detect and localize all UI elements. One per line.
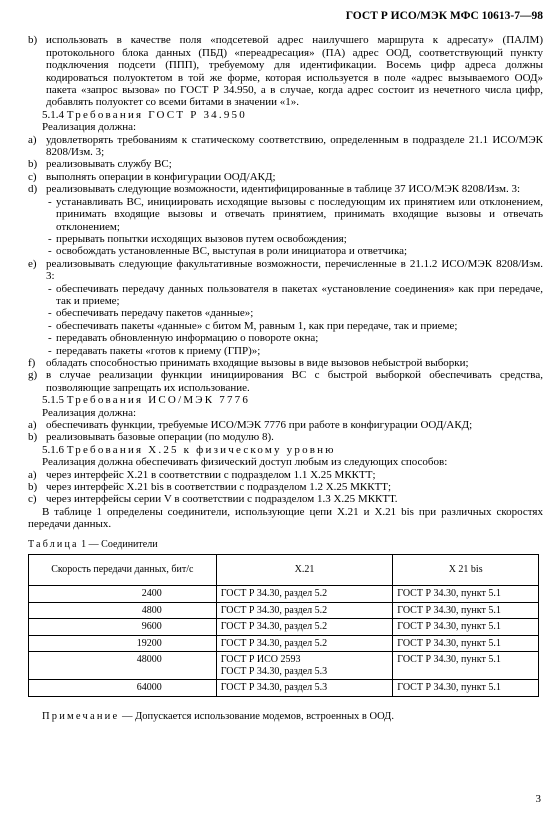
item-label: b)	[28, 158, 38, 171]
dash-marker: -	[48, 232, 52, 245]
table-note: Примечание — Допускается использование модемов, встроенных в ООД.	[42, 710, 394, 722]
table-row	[29, 635, 539, 652]
section-5-1-6	[28, 444, 543, 531]
table-cell: ГОСТ Р ИСО 2593 ГОСТ Р 34.30, раздел 5.3	[216, 652, 393, 680]
section-intro: Реализация должна обеспечивать физический доступ любым из следующих способов:	[42, 456, 448, 469]
list-item	[28, 134, 543, 159]
list	[28, 469, 543, 506]
item-text: реализовывать базовые операции (по модулю 8).	[46, 431, 274, 444]
column-header: X.21	[216, 555, 393, 586]
list-item	[28, 469, 543, 481]
dash-marker: -	[48, 245, 52, 258]
sub-item	[28, 332, 543, 344]
table-cell: 64000	[29, 680, 217, 697]
table-cell: ГОСТ Р 34.30, пункт 5.1	[393, 586, 539, 603]
item-label: a)	[28, 468, 37, 481]
table-cell: ГОСТ Р 34.30, раздел 5.2	[216, 619, 393, 636]
sub-item	[28, 233, 543, 245]
table-row	[29, 652, 539, 680]
column-header: Скорость передачи данных, бит/с	[29, 555, 217, 586]
section-5-1-4	[28, 109, 543, 394]
item-label: f)	[28, 356, 36, 369]
table-body	[29, 586, 539, 697]
list-item	[28, 431, 543, 443]
list-item	[28, 357, 543, 369]
item-text: в случае реализации функции инициирования ВС с быстрой выборкой обеспечивать средства, позволяющие запрещать их использование.	[46, 369, 543, 394]
item-text: выполнять операции в конфигурации ООД/АКД;	[46, 170, 276, 183]
item-label: b)	[28, 431, 38, 444]
item-text: через интерфейс X.21 bis в соответствии с подразделом 1.2 X.25 МККТТ;	[46, 481, 392, 494]
sub-item-text: передавать обновленную информацию о повороте окна;	[56, 332, 319, 345]
table-cell: 48000	[29, 652, 217, 680]
items-top	[28, 34, 543, 108]
item-text: обеспечивать функции, требуемые ИСО/МЭК 7776 при работе в конфигурации ООД/АКД;	[46, 419, 473, 431]
table-cell: 9600	[29, 619, 217, 636]
item-label: b)	[28, 481, 38, 494]
table-row	[29, 680, 539, 697]
section-5-1-5	[28, 394, 543, 444]
connectors-table	[28, 554, 539, 697]
dash-marker: -	[48, 344, 52, 357]
page-number: 3	[535, 793, 541, 805]
table-cell: ГОСТ Р 34.30, пункт 5.1	[393, 619, 539, 636]
table-cell: ГОСТ Р 34.30, раздел 5.2	[216, 602, 393, 619]
list	[28, 357, 543, 394]
sub-item	[28, 196, 543, 233]
section-intro: Реализация должна:	[42, 121, 137, 134]
sub-item	[28, 345, 543, 357]
sub-item-text: освобождать установленные ВС, выступая в роли инициатора и ответчика;	[56, 245, 408, 258]
item-text: использовать в качестве поля «подсетевой адрес наилучшего маршрута к адресату» (ПАЛМ) протокольного блока данных (ПБД) «переадресация» (ПА) адрес ООД, соответствующий пункту подключения подсети (ППП), требуемому для идентификации. Восемь цифр адреса должны кодироваться полуоктетом в той же форме, которая используется в поле «адрес вызываемого ООД» пакета «запрос вызова» по ГОСТ Р 34.950, а в случае, когда адрес состоит из нечетного числа цифр, добавлять полуоктет со всеми битами в значении «1».	[46, 34, 543, 109]
sub-item-text: обеспечивать пакеты «данные» с битом М, равным 1, как при передаче, так и приеме;	[56, 319, 458, 332]
sub-item-text: обеспечивать передачу пакетов «данные»;	[56, 307, 254, 320]
sub-item-text: устанавливать ВС, инициировать исходящие вызовы с последующим их принятием или отклонением, принимать входящие вызовы и отвечать принятием, принимать входящие вызовы и отвечать отклонением;	[56, 195, 543, 233]
table-row	[29, 586, 539, 603]
list-item	[28, 158, 543, 170]
section-heading: 5.1.6 Требования X.25 к физическому уровню	[42, 443, 336, 456]
list-item	[28, 493, 543, 505]
item-label: g)	[28, 369, 38, 382]
item-text: через интерфейс X.21 в соответствии с подразделом 1.1 X.25 МККТТ;	[46, 468, 376, 481]
item-label: b)	[28, 34, 38, 47]
table-cell: 2400	[29, 586, 217, 603]
item-text: реализовывать следующие возможности, идентифицированные в таблице 37 ИСО/МЭК 8208/Изм. 3:	[46, 183, 521, 196]
sub-item	[28, 320, 543, 332]
item-text: удовлетворять требованиям к статическому соответствию, определенным в подразделе 21.1 ИСО/МЭК 8208/Изм. 3;	[46, 133, 543, 159]
item-label: a)	[28, 133, 37, 146]
table-row	[29, 602, 539, 619]
section-heading: 5.1.4 Требования ГОСТ Р 34.950	[42, 108, 247, 121]
list-item	[28, 481, 543, 493]
table-caption: Таблица 1 — Соединители	[28, 538, 158, 550]
dash-marker: -	[48, 282, 52, 295]
table-cell: ГОСТ Р 34.30, пункт 5.1	[393, 635, 539, 652]
list	[28, 419, 543, 444]
dash-marker: -	[48, 319, 52, 332]
dash-marker: -	[48, 332, 52, 345]
sub-item	[28, 307, 543, 319]
table-cell: ГОСТ Р 34.30, раздел 5.2	[216, 635, 393, 652]
dash-marker: -	[48, 307, 52, 320]
list-item: e) реализовывать следующие факультативные возможности, перечисленные в 21.1.2 ИСО/МЭК 8208/Изм. 3:	[28, 257, 543, 283]
section-heading: 5.1.5 Требования ИСО/МЭК 7776	[42, 394, 251, 407]
list-item	[28, 369, 543, 394]
sub-item-text: обеспечивать передачу данных пользователя в пакетах «установление соединения» как при передаче, так и приеме;	[56, 282, 543, 307]
sub-list	[28, 196, 543, 258]
table-cell: ГОСТ Р 34.30, пункт 5.1	[393, 602, 539, 619]
sub-item	[28, 245, 543, 257]
item-text: реализовывать службу ВС;	[46, 158, 172, 171]
item-label: a)	[28, 419, 37, 431]
table-cell: ГОСТ Р 34.30, пункт 5.1	[393, 652, 539, 680]
item-text: обладать способностью принимать входящие вызовы в виде вызовов небыстрой выборки;	[46, 356, 469, 369]
paragraph: В таблице 1 определены соединители, использующие цепи X.21 и X.21 bis при различных скоростях передачи данных.	[28, 505, 543, 531]
list-item	[28, 183, 543, 195]
table-cell: ГОСТ Р 34.30, раздел 5.2	[216, 586, 393, 603]
table-cell: 4800	[29, 602, 217, 619]
table-cell: ГОСТ Р 34.30, пункт 5.1	[393, 680, 539, 697]
item-label: c)	[28, 493, 37, 506]
list-item	[28, 419, 543, 431]
section-intro: Реализация должна:	[42, 406, 137, 419]
table-cell: 19200	[29, 635, 217, 652]
table-row	[29, 619, 539, 636]
table-header-row	[29, 555, 539, 586]
sub-item-text: прерывать попытки исходящих вызовов путем освобождения;	[56, 232, 347, 245]
item-label: c)	[28, 170, 37, 183]
table-cell: ГОСТ Р 34.30, раздел 5.3	[216, 680, 393, 697]
item-label: d)	[28, 183, 38, 196]
sub-item	[28, 283, 543, 308]
sub-list	[28, 283, 543, 357]
column-header: X 21 bis	[393, 555, 539, 586]
list-item	[28, 171, 543, 183]
sub-item-text: передавать пакеты «готов к приему (ГПР)»;	[56, 344, 261, 357]
list-item	[28, 34, 543, 108]
list	[28, 134, 543, 196]
page-header: ГОСТ Р ИСО/МЭК МФС 10613-7—98	[345, 10, 543, 22]
item-text: через интерфейсы серии V в соответствии с подразделом 1.3 X.25 МККТТ.	[46, 493, 398, 506]
dash-marker: -	[48, 195, 52, 208]
